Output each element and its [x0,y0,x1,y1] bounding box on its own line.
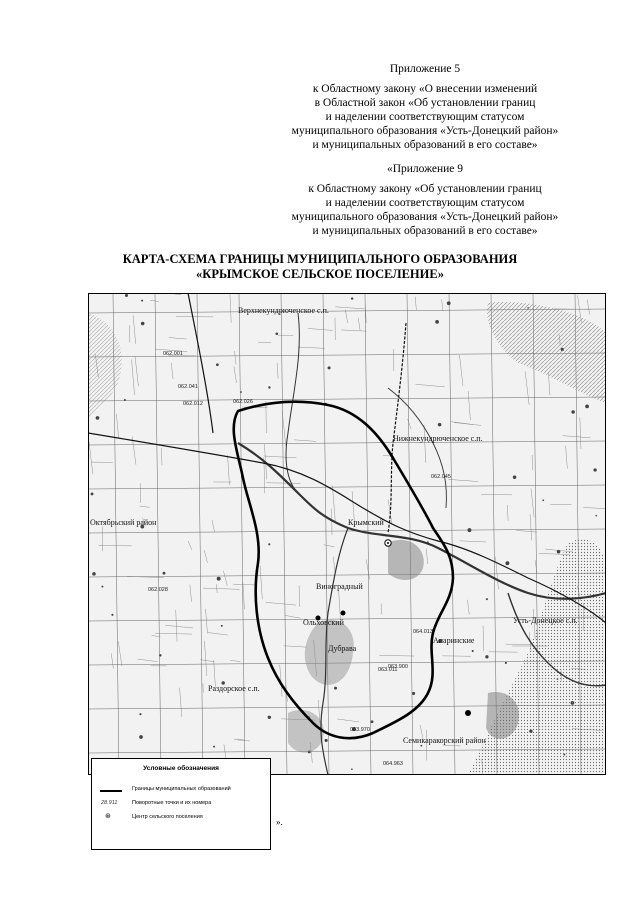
point-label: 062.041 [178,384,198,390]
appendix-5-block [260,62,590,152]
point-label: 064.013 [413,629,433,635]
label-vinogradny: Виноградный [316,582,363,591]
appendix-9-line: к Областному закону «Об установлении границ [308,183,542,195]
map-legend [91,758,271,850]
appendix-9-line: и наделении соответствующим статусом [325,197,525,209]
legend-item-boundary [98,785,268,795]
point-label: 063.011 [378,667,398,673]
title-line-1: КАРТА-СХЕМА ГРАНИЦЫ МУНИЦИПАЛЬНОГО ОБРАЗОВАНИЯ [122,252,518,266]
label-nizhnekundryuchenskoe: Нижнекундрюченское с.п. [393,434,483,443]
map-scheme [88,293,606,775]
point-number-symbol: 28.911 [101,800,118,806]
label-krymsky: Крымский [348,518,384,527]
point-label: 063.970 [350,727,370,733]
legend-item-text: Границы муниципальных образований [132,786,231,792]
appendix-5-line: в Областной закон «Об установлении границ [314,97,536,109]
title-line-2: «КРЫМСКОЕ СЕЛЬСКОЕ ПОСЕЛЕНИЕ» [196,267,444,281]
label-oktyabrsky-district: Октябрьский район [90,518,157,527]
point-label: 062.028 [148,587,168,593]
legend-title: Условные обозначения [143,765,219,772]
legend-item-text: Центр сельского поселения [132,814,203,820]
appendix-5-line: и наделении соответствующим статусом [325,111,525,123]
appendix-9-heading: «Приложение 9 [386,163,464,175]
legend-item-center [98,813,268,823]
label-razdorskoe: Раздорское с.п. [208,684,260,693]
legend-item-text: Поворотные точки и их номера [132,800,212,806]
document-title [0,252,640,282]
point-label: 062.026 [233,399,253,405]
map-svg [88,293,606,775]
center-mark-icon: ⊛ [105,813,111,820]
appendix-5-line: к Областному закону «О внесении изменений [312,83,538,95]
point-label: 062.045 [431,474,451,480]
label-ust-donetskoe: Усть-Донецкое с.п. [513,616,578,625]
point-label: 063.900 [388,664,408,670]
appendix-5-line: муниципального образования «Усть-Донецкий район» [291,125,559,137]
appendix-5-heading: Приложение 5 [389,63,461,75]
label-semikarakorsky: Семикаракорский район [403,736,486,745]
boundary-line-symbol [98,785,122,795]
legend-item-points [98,799,268,809]
point-label: 062.001 [163,351,183,357]
point-label: 064.963 [383,761,403,767]
appendix-9-line: муниципального образования «Усть-Донецкий район» [291,211,559,223]
label-olkhovsky: Ольховский [303,618,344,627]
appendix-9-line: и муниципальных образований в его составе» [312,225,538,237]
appendix-5-line: и муниципальных образований в его составе» [312,139,538,151]
appendix-9-block [260,162,590,238]
label-verkhnekundryuchenskoe: Верхнекундрюченское с.п. [238,306,329,315]
closing-quote: ». [276,817,283,827]
label-aparinskie: Апаринские [433,636,475,645]
label-dubrava: Дубрава [328,644,357,653]
point-label: 062.012 [183,401,203,407]
